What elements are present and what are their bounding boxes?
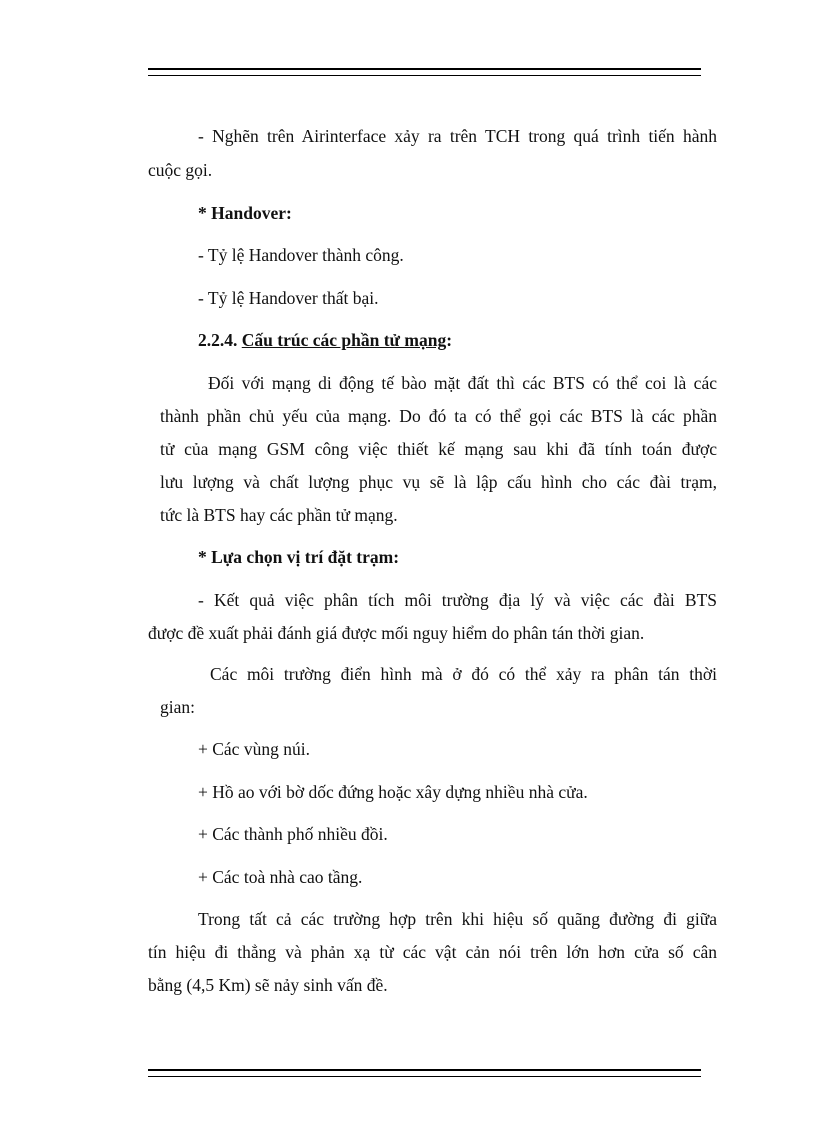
- paragraph-4-line-2: tín hiệu đi thẳng và phản xạ từ các vật cản nói trên lớn hơn cửa số cân: [148, 942, 717, 962]
- paragraph-1-line-2: cuộc gọi.: [148, 160, 213, 180]
- footer-rule: [148, 1069, 701, 1077]
- site-selection-line-2: được đề xuất phải đánh giá được mối nguy hiểm do phân tán thời gian.: [148, 623, 645, 643]
- section-heading: [198, 330, 452, 350]
- paragraph-2-line-1: Đối với mạng di động tế bào mặt đất thì các BTS có thể coi là các: [208, 373, 717, 393]
- handover-item-success: - Tỷ lệ Handover thành công.: [198, 245, 404, 265]
- paragraph-4-line-1: Trong tất cả các trường hợp trên khi hiệu số quãng đường đi giữa: [198, 909, 717, 929]
- env-list-item: + Các vùng núi.: [198, 739, 310, 759]
- section-colon: :: [446, 330, 453, 350]
- paragraph-3-line-2: gian:: [160, 697, 195, 717]
- site-selection-line-1: - Kết quả việc phân tích môi trường địa lý và việc các đài BTS: [198, 590, 717, 610]
- handover-heading: * Handover:: [198, 203, 292, 223]
- handover-item-failure: - Tỷ lệ Handover thất bại.: [198, 288, 379, 308]
- env-list-item: + Các toà nhà cao tầng.: [198, 867, 363, 887]
- env-list-item: + Hồ ao với bờ dốc đứng hoặc xây dựng nhiều nhà cửa.: [198, 782, 588, 802]
- paragraph-2-line-4: lưu lượng và chất lượng phục vụ sẽ là lập cấu hình cho các đài trạm,: [160, 472, 717, 492]
- section-title: Cấu trúc các phần tử mạng: [241, 330, 447, 350]
- paragraph-3-line-1: Các môi trường điển hình mà ở đó có thể xảy ra phân tán thời: [210, 664, 717, 684]
- paragraph-2-line-3: tử của mạng GSM công việc thiết kế mạng sau khi đã tính toán được: [160, 439, 717, 459]
- paragraph-2-line-5: tức là BTS hay các phần tử mạng.: [160, 505, 398, 525]
- env-list-item: + Các thành phố nhiều đồi.: [198, 824, 388, 844]
- site-selection-heading: * Lựa chọn vị trí đặt trạm:: [198, 547, 400, 567]
- paragraph-1-line-1: - Nghẽn trên Airinterface xảy ra trên TCH trong quá trình tiến hành: [198, 126, 717, 146]
- paragraph-2-line-2: thành phần chủ yếu của mạng. Do đó ta có thể gọi các BTS là các phần: [160, 406, 717, 426]
- section-number: 2.2.4.: [198, 330, 238, 350]
- paragraph-4-line-3: bằng (4,5 Km) sẽ nảy sinh vấn đề.: [148, 975, 388, 995]
- header-rule: [148, 68, 701, 76]
